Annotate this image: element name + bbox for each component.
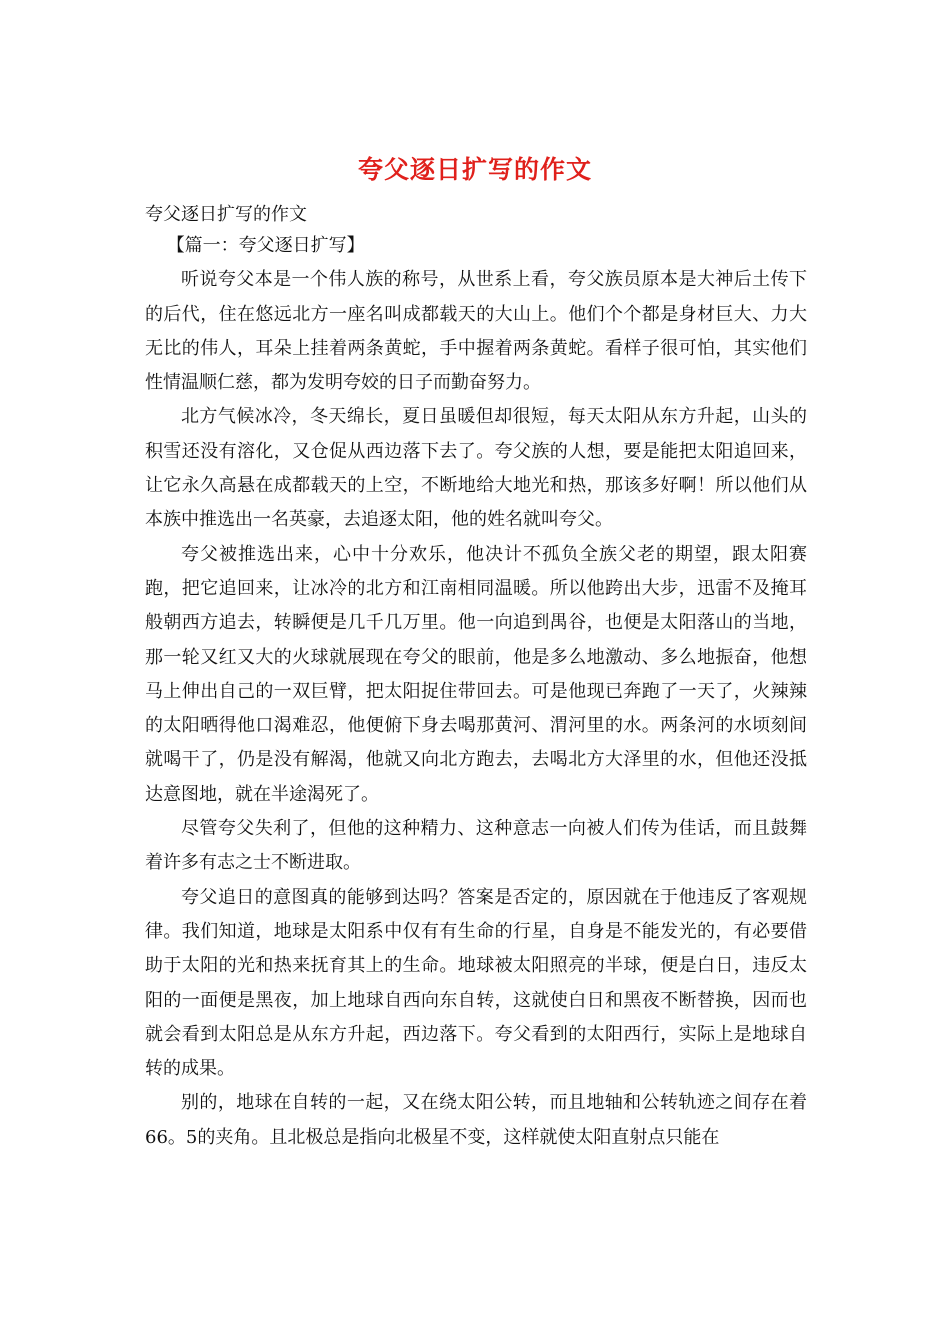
paragraph: 北方气候冰冷，冬天绵长，夏日虽暖但却很短，每天太阳从东方升起，山头的积雪还没有溶化，又仓促从西边落下去了。夸父族的人想，要是能把太阳追回来，让它永久高悬在成都载天的上空，不断地给大地光和热，那该多好啊！所以他们从本族中推选出一名英豪，去追逐太阳，他的姓名就叫夸父。 (145, 406, 807, 531)
paragraph: 听说夸父本是一个伟人族的称号，从世系上看，夸父族员原本是大神后土传下的后代，住在悠远北方一座名叫成都载天的大山上。他们个个都是身材巨大、力大无比的伟人，耳朵上挂着两条黄蛇，手中握着两条黄蛇。看样子很可怕，其实他们性情温顺仁慈，都为发明夸姣的日子而勤奋努力。 (145, 269, 807, 394)
document-body (145, 229, 807, 1155)
paragraph: 夸父追日的意图真的能够到达吗？答案是否定的，原因就在于他违反了客观规律。我们知道，地球是太阳系中仅有有生命的行星，自身是不能发光的，有必要借助于太阳的光和热来抚育其上的生命。地球被太阳照亮的半球，便是白日，违反太阳的一面便是黑夜，加上地球自西向东自转，这就使白日和黑夜不断替换，因而也就会看到太阳总是从东方升起，西边落下。夸父看到的太阳西行，实际上是地球自转的成果。 (145, 886, 807, 1080)
section-heading: 【篇一：夸父逐日扩写】 (166, 235, 365, 256)
paragraph: 尽管夸父失利了，但他的这种精力、这种意志一向被人们传为佳话，而且鼓舞着许多有志之士不断进取。 (145, 818, 807, 874)
document-title: 夸父逐日扩写的作文 (357, 155, 592, 184)
paragraph: 夸父被推选出来，心中十分欢乐，他决计不孤负全族父老的期望，跟太阳赛跑，把它追回来，让冰冷的北方和江南相同温暖。所以他跨出大步，迅雷不及掩耳般朝西方追去，转瞬便是几千几万里。他一向追到禺谷，也便是太阳落山的当地，那一轮又红又大的火球就展现在夸父的眼前，他是多么地激动、多么地振奋，他想马上伸出自己的一双巨臂，把太阳捉住带回去。可是他现已奔跑了一天了，火辣辣的太阳晒得他口渴难忍，他便俯下身去喝那黄河、渭河里的水。两条河的水顷刻间就喝干了，仍是没有解渴，他就又向北方跑去，去喝北方大泽里的水，但他还没抵达意图地，就在半途渴死了。 (145, 543, 807, 805)
document-subtitle: 夸父逐日扩写的作文 (145, 204, 307, 225)
paragraph: 别的，地球在自转的一起，又在绕太阳公转，而且地轴和公转轨迹之间存在着66。5的夹角。且北极总是指向北极星不变，这样就使太阳直射点只能在 (145, 1092, 807, 1148)
